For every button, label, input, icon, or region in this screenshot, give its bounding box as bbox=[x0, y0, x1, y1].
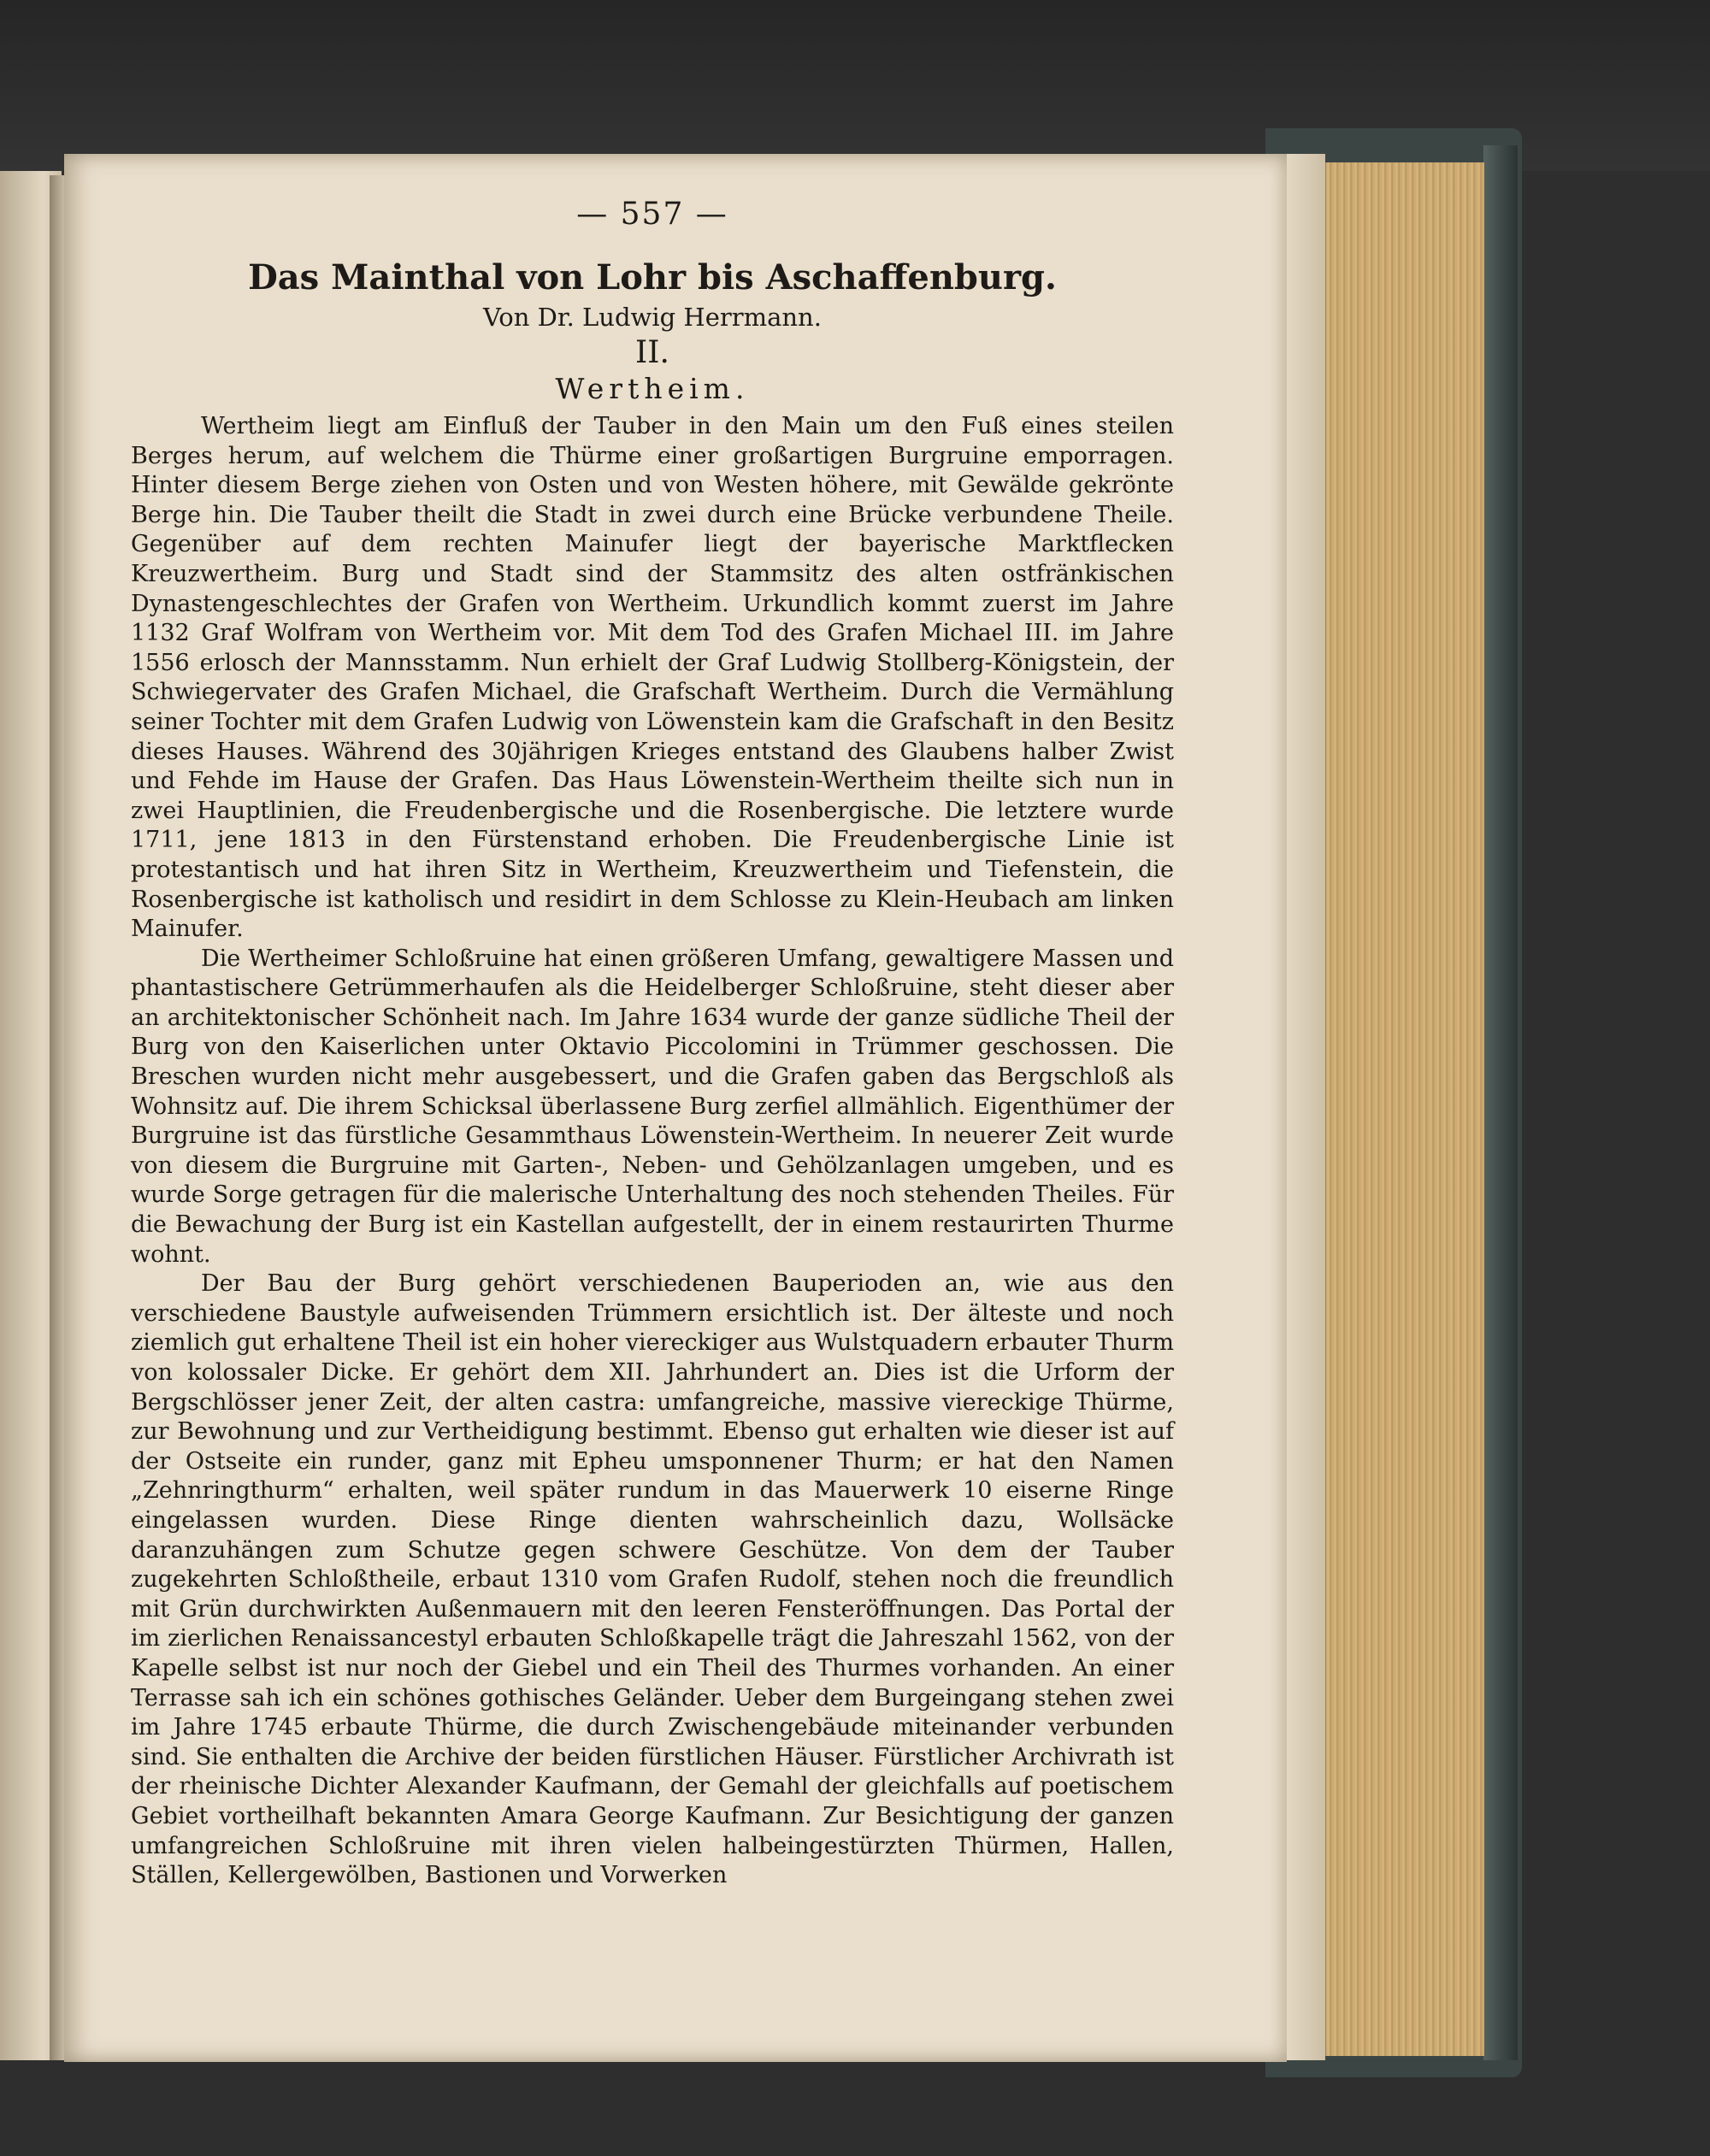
author-line: Von Dr. Ludwig Herrmann. bbox=[483, 303, 822, 332]
page-curl bbox=[1282, 154, 1325, 2060]
book-page bbox=[64, 154, 1287, 2062]
page-edges bbox=[1321, 162, 1484, 2056]
article-title: Das Mainthal von Lohr bis Aschaffenburg. bbox=[248, 257, 1057, 297]
paragraph: Die Wertheimer Schloßruine hat einen größeren Umfang, gewaltigere Massen und phantastischere Getrümmerhaufen als die Heidelberger Schloßruine, steht dieser aber an architektonischer Schönheit nach. Im Jahre 1634 wurde der ganze südliche Theil der Burg von den Kaiserlichen unter Oktavio Piccolomini in Trümmer geschossen. Die Breschen wurden nicht mehr ausgebessert, und die Grafen gaben das Bergschloß als Wohnsitz auf. Die ihrem Schicksal überlassene Burg zerfiel allmählich. Eigenthümer der Burgruine ist das fürstliche Gesammthaus Löwenstein-Wertheim. In neuerer Zeit wurde von diesem die Burgruine mit Garten-, Neben- und Gehölzanlagen umgeben, und es wurde Sorge getragen für die malerische Unterhaltung des noch stehenden Theiles. Für die Bewachung der Burg ist ein Kastellan aufgestellt, der in einem restaurirten Thurme wohnt. bbox=[131, 945, 1174, 1268]
paragraph: Der Bau der Burg gehört verschiedenen Bauperioden an, wie aus den verschiedene Baustyle aufweisenden Trümmern ersichtlich ist. Der älteste und noch ziemlich gut erhaltene Theil ist ein hoher viereckiger aus Wulstquadern erbauter Thurm von kolossaler Dicke. Er gehört dem XII. Jahrhundert an. Dies ist die Urform der Bergschlösser jener Zeit, der alten castra: umfangreiche, massive viereckige Thürme, zur Bewohnung und zur Vertheidigung bestimmt. Ebenso gut erhalten wie dieser ist auf der Ostseite ein runder, ganz mit Epheu umsponnener Thurm; er hat den Namen „Zehnringthurm“ erhalten, weil später rundum in das Mauerwerk 10 eiserne Ringe eingelassen wurden. Diese Ringe dienten wahrscheinlich dazu, Wollsäcke daranzuhängen zum Schutze gegen schwere Geschütze. Von dem der Tauber zugekehrten Schloßtheile, erbaut 1310 vom Grafen Rudolf, stehen noch die freundlich mit Grün durchwirkten Außenmauern mit den leeren Fensteröffnungen. Das Portal der im zierlichen Renaissancestyl erbauten Schloßkapelle trägt die Jahreszahl 1562, von der Kapelle selbst ist nur noch der Giebel und ein Theil des Thurmes vorhanden. An einer Terrasse sah ich ein schönes gothisches Geländer. Ueber dem Burgeingang stehen zwei im Jahre 1745 erbaute Thürme, die durch Zwischengebäude miteinander verbunden sind. Sie enthalten die Archive der beiden fürstlichen Häuser. Fürstlicher Archivrath ist der rheinische Dichter Alexander Kaufmann, der Gemahl der gleichfalls auf poetischem Gebiet vortheilhaft bekannten Amara George Kaufmann. Zur Besichtigung der ganzen umfangreichen Schloßruine mit ihren vielen halbeingestürzten Thürmen, Hallen, Ställen, Kellergewölben, Bastionen und Vorwerken bbox=[131, 1270, 1174, 1889]
part-number: II. bbox=[635, 335, 669, 370]
paragraph: Wertheim liegt am Einfluß der Tauber in den Main um den Fuß eines steilen Berges herum, auf welchem die Thürme einer großartigen Burgruine emporragen. Hinter diesem Berge ziehen von Osten und von Westen höhere, mit Gewälde gekrönte Berge hin. Die Tauber theilt die Stadt in zwei durch eine Brücke verbundene Theile. Gegenüber auf dem rechten Mainufer liegt der bayerische Marktflecken Kreuzwertheim. Burg und Stadt sind der Stammsitz des alten ostfränkischen Dynastengeschlechtes der Grafen von Wertheim. Urkundlich kommt zuerst im Jahre 1132 Graf Wolfram von Wertheim vor. Mit dem Tod des Grafen Michael III. im Jahre 1556 erlosch der Mannsstamm. Nun erhielt der Graf Ludwig Stollberg-Königstein, der Schwiegervater des Grafen Michael, die Grafschaft Wertheim. Durch die Vermählung seiner Tochter mit dem Grafen Ludwig von Löwenstein kam die Grafschaft in den Besitz dieses Hauses. Während des 30jährigen Krieges entstand des Glaubens halber Zwist und Fehde im Hause der Grafen. Das Haus Löwenstein-Wertheim theilte sich nun in zwei Hauptlinien, die Freudenbergische und die Rosenbergische. Die letztere wurde 1711, jene 1813 in den Fürstenstand erhoben. Die Freudenbergische Linie ist protestantisch und hat ihren Sitz in Wertheim, Kreuzwertheim und Tiefenstein, die Rosenbergische ist katholisch und residirt in dem Schlosse zu Klein-Heubach am linken Mainufer. bbox=[131, 413, 1174, 943]
cover-edge bbox=[1483, 145, 1518, 2060]
section-heading: Wertheim. bbox=[555, 372, 750, 405]
page-number: — 557 — bbox=[576, 197, 728, 232]
page-content bbox=[131, 197, 1174, 1891]
